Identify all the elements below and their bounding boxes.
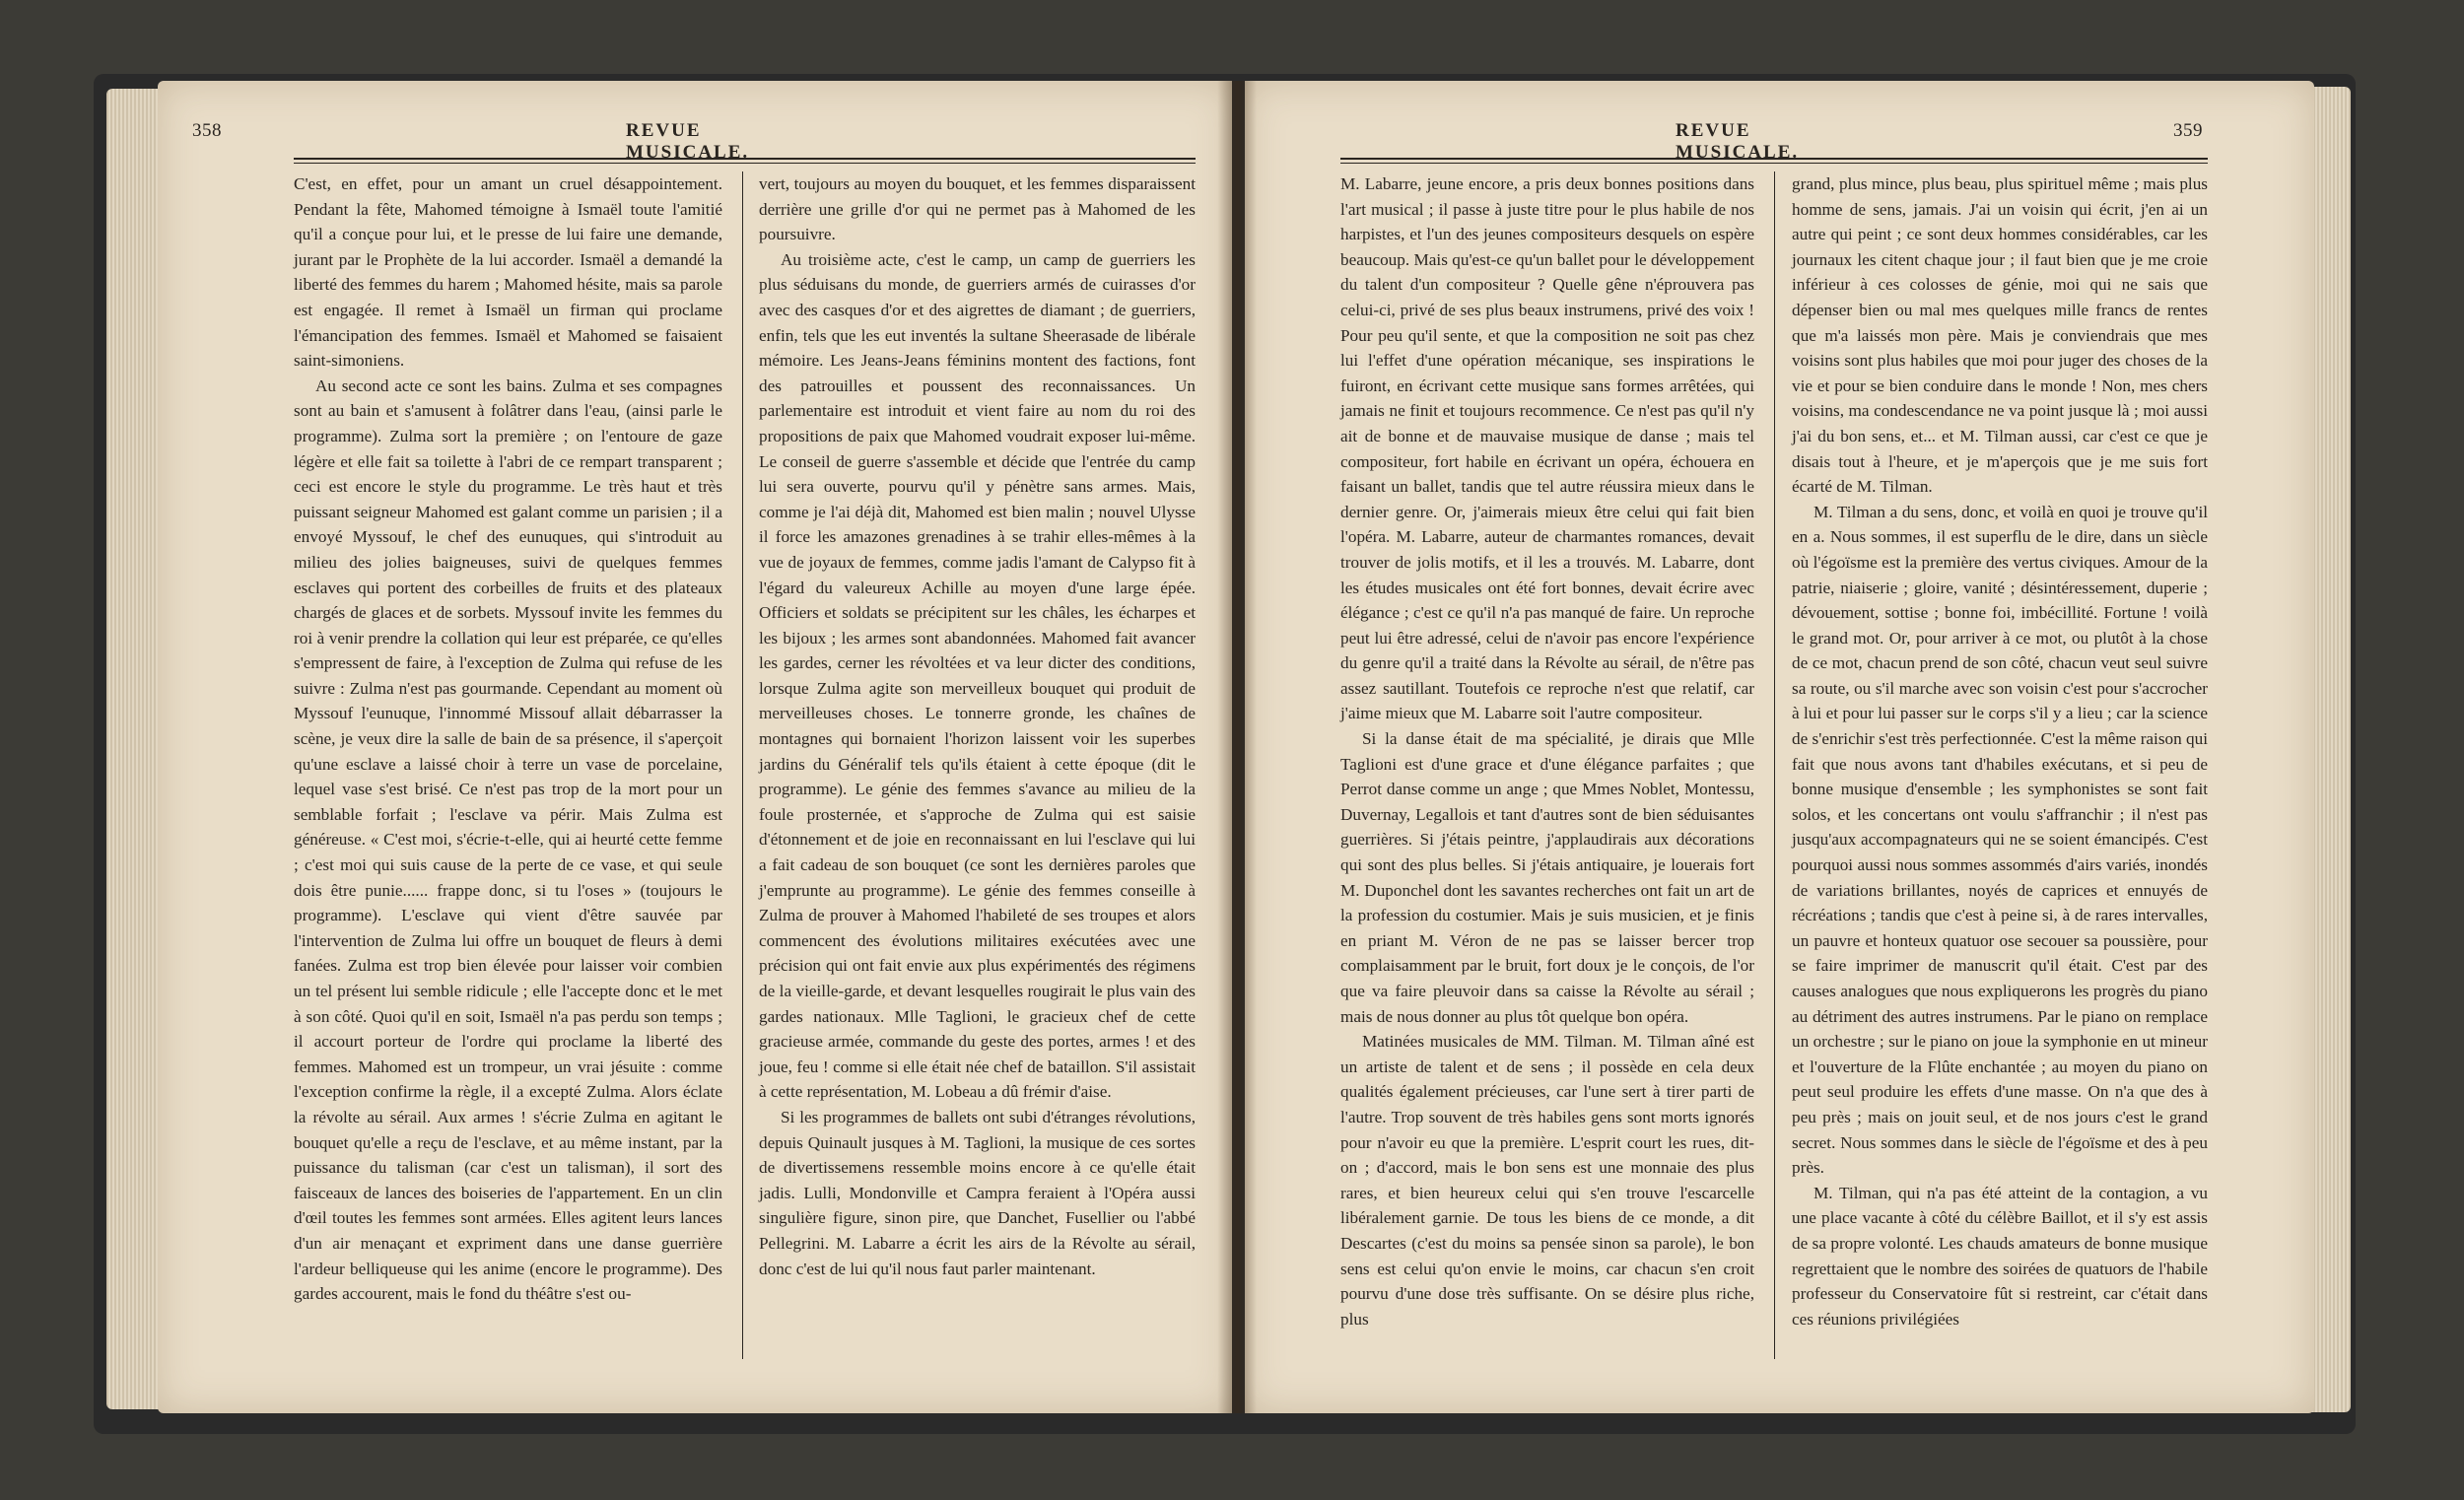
page-number: 358 [192, 120, 222, 141]
paragraph: M. Labarre, jeune encore, a pris deux bonnes positions dans l'art musical ; il passe à juste titre pour le plus habile de nos harpistes, et l'un des jeunes compositeurs desquels on espère beaucoup. Mais qu'est-ce qu'un ballet pour le développement du talent d'un compositeur ? Quelle gêne n'éprouvera pas celui-ci, privé de ses plus beaux instrumens, privé des voix ! Pour peu qu'il sente, et que la composition ne soit pas chez lui l'effet d'une opération mécanique, ses inspirations le fuiront, en écrivant cette musique sans formes arrêtées, qui jamais ne finit et toujours recommence. Ce n'est pas qu'il n'y ait de bonne et de mauvaise musique de danse ; mais tel compositeur, fort habile en écrivant un opéra, échouera en faisant un ballet, tandis que tel autre réussira mieux dans le dernier genre. Or, j'aimerais mieux être celui qui fait bien l'opéra. M. Labarre, auteur de charmantes romances, devait trouver de jolis motifs, et il les a trouvés. M. Labarre, dont les études musicales ont été fort bonnes, devait écrire avec élégance ; c'est ce qu'il n'a pas manqué de faire. Un reproche peut lui être adressé, celui de n'avoir pas encore l'expérience du genre qu'il a traité dans la Révolte au sérail, de n'être pas assez sautillant. Toutefois ce reproche n'est que relatif, car j'aime mieux que M. Labarre soit l'autre compositeur. [1340, 174, 1754, 723]
running-title: REVUE MUSICALE. [626, 120, 750, 163]
spine-gutter [1217, 81, 1257, 1413]
paragraph: grand, plus mince, plus beau, plus spirituel même ; mais plus homme de sens, jamais. J'ai un voisin qui écrit, j'en ai un autre qui peint ; ce sont deux hommes considérables, car les journaux les citent chaque jour ; il faut bien que je me croie inférieur à ces colosses de génie, moi qui ne sais que dépenser bien ou mal mes quelques mille francs de rentes que m'a laissés mon père. Mais je conviendrais que mes voisins sont plus habiles que moi pour juger des choses de la vie et pour se bien conduire dans le monde ! Non, mes chers voisins, ma condescendance ne va point jusque là ; moi aussi j'ai du bon sens, et... et M. Tilman aussi, car c'est ce que je disais tout à l'heure, et je m'aperçois que je me suis fort écarté de M. Tilman. [1792, 174, 2208, 497]
left-page [158, 81, 1232, 1413]
paragraph: Si les programmes de ballets ont subi d'étranges révolutions, depuis Quinault jusques à M. Taglioni, la musique de ces sortes de divertissemens ressemble moins encore à ce qu'elle était jadis. Lulli, Mondonville et Campra feraient à l'Opéra aussi singulière figure, sinon pire, que Danchet, Fusellier ou l'abbé Pellegrini. M. Labarre a écrit les airs de la Révolte au sérail, donc c'est de lui qu'il nous faut parler maintenant. [759, 1107, 1196, 1278]
paragraph: M. Tilman, qui n'a pas été atteint de la contagion, a vu une place vacante à côté du célèbre Baillot, et il s'y est assis de sa propre volonté. Les chauds amateurs de bonne musique regrettaient que le nombre des soirées de quatuors de l'habile professeur du Conservatoire fût si restreint, car c'était dans ces réunions privilégiées [1792, 1183, 2208, 1329]
header-rule [1340, 158, 2208, 164]
running-title: REVUE MUSICALE. [1676, 120, 1800, 163]
paragraph: Si la danse était de ma spécialité, je dirais que Mlle Taglioni est d'une grace et d'une élégance parfaites ; que Perrot danse comme un ange ; que Mmes Noblet, Montessu, Duvernay, Legallois et tant d'autres sont de bien séduisantes guerrières. Si j'étais peintre, j'applaudirais aux décorations qui sont des plus belles. Si j'étais antiquaire, je louerais fort M. Duponchel dont les savantes recherches ont fait un art de la profession du costumier. Mais je suis musicien, et je finis en priant M. Véron de ne pas se laisser bercer trop complaisamment par le bruit, fort doux je le conçois, de l'or que va faire pleuvoir dans sa caisse la Révolte au sérail ; mais de nous donner au plus tôt quelque bon opéra. [1340, 729, 1754, 1026]
column-separator [1774, 171, 1775, 1359]
page-number: 359 [2173, 120, 2203, 141]
right-page [1245, 81, 2314, 1413]
left-column-2 [759, 171, 1196, 1281]
header-rule [294, 158, 1196, 164]
paragraph: C'est, en effet, pour un amant un cruel désappointement. Pendant la fête, Mahomed témoigne à Ismaël toute l'amitié qu'il a conçue pour lui, et le presse de lui faire une demande, jurant par le Prophète de la lui accorder. Ismaël a demandé la liberté des femmes du harem ; Mahomed hésite, mais sa parole est engagée. Il remet à Ismaël un firman qui proclame l'émancipation des femmes. Ismaël et Mahomed se faisaient saint-simoniens. [294, 174, 722, 371]
paragraph: Matinées musicales de MM. Tilman. M. Tilman aîné est un artiste de talent et de sens ; il possède en cela deux qualités également précieuses, car l'une sert à tirer parti de l'autre. Trop souvent de très habiles gens sont morts ignorés pour n'avoir eu que la première. L'esprit court les rues, dit-on ; d'accord, mais le bon sens est une monnaie des plus rares, et bien heureux celui qui s'en trouve l'escarcelle libéralement garnie. De tous les biens de ce monde, a dit Descartes (c'est du moins sa pensée sinon sa parole), le bon sens est celui qu'on envie le moins, car chacun s'en croit pourvu d'une dose très suffisante. On se désire plus riche, plus [1340, 1032, 1754, 1329]
left-page-edges [106, 89, 161, 1409]
right-page-edges [2311, 87, 2351, 1412]
paragraph: Au troisième acte, c'est le camp, un camp de guerriers les plus séduisans du monde, de guerriers armés de cuirasses d'or avec des casques d'or et des aigrettes de diamant ; de guerriers, enfin, tels que les eut inventés la sultane Sheerasade de libérale mémoire. Les Jeans-Jeans féminins montent des factions, font des patrouilles et poussent des reconnaissances. Un parlementaire est introduit et vient faire au nom du roi des propositions de paix que Mahomed voudrait exposer lui-même. Le conseil de guerre s'assemble et décide que l'entrée du camp lui sera ouverte, pourvu qu'il y pénètre sans armes. Mais, comme je l'ai déjà dit, Mahomed est bien malin ; nouvel Ulysse il force les amazones grenadines à se trahir elles-mêmes à la vue de joyaux de femmes, comme jadis l'amant de Calypso fit à l'égard du valeureux Achille au moyen d'une large épée. Officiers et soldats se précipitent sur les châles, les écharpes et les bijoux ; les armes sont abandonnées. Mahomed fait avancer les gardes, cerner les révoltées et va leur dicter des conditions, lorsque Zulma agite son merveilleux bouquet qui produit de merveilleuses choses. Le tonnerre gronde, les chaînes de montagnes qui bornaient l'horizon laissent voir les superbes jardins du Généralif tels qu'ils étaient à cette époque (dit le programme). Le génie des femmes s'avance au milieu de la foule prosternée, et s'approche de Zulma qui est saisie d'étonnement et de joie en reconnaissant en lui l'esclave qui lui a fait cadeau de son bouquet (ce sont les dernières paroles que j'emprunte au programme). Le génie des femmes conseille à Zulma de prouver à Mahomed l'habileté de ses troupes et alors commencent des évolutions militaires exécutées avec une précision qui ont fait envie aux plus expérimentés des régimens de la vieille-garde, et devant lesquelles rougirait le plus vain des gardes nationaux. Mlle Taglioni, le gracieux chef de cette gracieuse armée, commande du geste des portes, armes ! et des joue, feu ! comme si elle était née chef de bataillon. S'il assistait à cette représentation, M. Lobeau a dû frémir d'aise. [759, 249, 1196, 1102]
paragraph: Au second acte ce sont les bains. Zulma et ses compagnes sont au bain et s'amusent à folâtrer dans l'eau, (ainsi parle le programme). Zulma sort la première ; on l'entoure de gaze légère et elle fait sa toilette à l'abri de ce rempart transparent ; ceci est encore le style du programme. Le très haut et très puissant seigneur Mahomed est galant comme un parisien ; il a envoyé Myssouf, le chef des eunuques, qui s'introduit au milieu des jolies baigneuses, suivi de quelques femmes esclaves qui portent des corbeilles de fruits et des plateaux chargés de glaces et de sorbets. Myssouf invite les femmes du roi à venir prendre la collation qui leur est préparée, ce qu'elles s'empressent de faire, à l'exception de Zulma qui refuse de les suivre : Zulma n'est pas gourmande. Cependant au moment où Myssouf l'eunuque, l'innommé Missouf allait débarrasser la scène, je veux dire la salle de bain de sa présence, il s'aperçoit qu'une esclave a laissé choir à terre un vase de porcelaine, lequel vase s'est brisé. Ce n'est pas trop de la mort pour un semblable forfait ; l'esclave va périr. Mais Zulma est généreuse. « C'est moi, s'écrie-t-elle, qui ai heurté cette femme ; c'est moi qui suis cause de la perte de ce vase, et qui seule dois être punie...... frappe donc, si tu l'oses » (toujours le programme). L'esclave qui vient d'être sauvée par l'intervention de Zulma lui offre un bouquet de fleurs à demi fanées. Zulma est trop bien élevée pour laisser voir combien un tel présent lui semble ridicule ; elle l'accepte donc et le met à son côté. Quoi qu'il en soit, Ismaël n'a pas perdu son temps ; il accourt porteur de l'ordre qui proclame la liberté des femmes. Mahomed est un trompeur, un vrai jésuite : comme l'exception confirme la règle, il a excepté Zulma. Alors éclate la révolte au sérail. Aux armes ! s'écrie Zulma en agitant le bouquet qu'elle a reçu de l'esclave, et au même instant, par la puissance du talisman (car c'est un talisman), il sort des faisceaux de lances des boiseries de l'appartement. En un clin d'œil toutes les femmes sont armées. Elles agitent leurs lances d'un air menaçant et expriment dans une danse guerrière l'ardeur belliqueuse qui les anime (encore le programme). Des gardes accourent, mais le fond du théâtre s'est ou- [294, 375, 722, 1304]
right-column-2 [1792, 171, 2208, 1331]
right-column-1 [1340, 171, 1754, 1331]
left-column-1 [294, 171, 722, 1307]
paragraph: M. Tilman a du sens, donc, et voilà en quoi je trouve qu'il en a. Nous sommes, il est superflu de le dire, dans un siècle où l'égoïsme est la première des vertus civiques. Amour de la patrie, niaiserie ; gloire, vanité ; désintéressement, duperie ; dévouement, sottise ; bonne foi, imbécillité. Fortune ! voilà le grand mot. Or, pour arriver à ce mot, ou plutôt à la chose de ce mot, chacun prend de son côté, chacun veut seul suivre sa route, ou s'il marche avec son voisin c'est pour s'accrocher à lui et pour lui passer sur le corps s'il y a lieu ; car la science de s'enrichir s'est très perfectionnée. C'est la même raison qui fait que nous avons tant d'habiles exécutans, et si peu de bonne musique d'ensemble ; les symphonistes se sont fait solos, et les concertans ont voulu s'affranchir ; il n'est pas jusqu'aux accompagnateurs qui ne se soient émancipés. C'est pourquoi aussi nous sommes assommés d'airs variés, inondés de variations brillantes, noyés de caprices et ennuyés de récréations ; tandis que c'est à peine si, à de rares intervalles, un pauvre et honteux quatuor ose secouer sa poussière, pour se faire imprimer de manuscrit qu'il était. C'est par des causes analogues que nous expliquerons les progrès du piano au détriment des autres instrumens. Par le piano on remplace un orchestre ; sur le piano on joue la symphonie en ut mineur et l'ouverture de la Flûte enchantée ; au moyen du piano on peut seul produire les effets d'une masse. On n'a que des à peu près ; mais on jouit seul, et de nos jours c'est le grand secret. Nous sommes dans le siècle de l'égoïsme et des à peu près. [1792, 502, 2208, 1178]
paragraph: vert, toujours au moyen du bouquet, et les femmes disparaissent derrière une grille d'or qui ne permet pas à Mahomed de les poursuivre. [759, 174, 1196, 244]
column-separator [742, 171, 743, 1359]
